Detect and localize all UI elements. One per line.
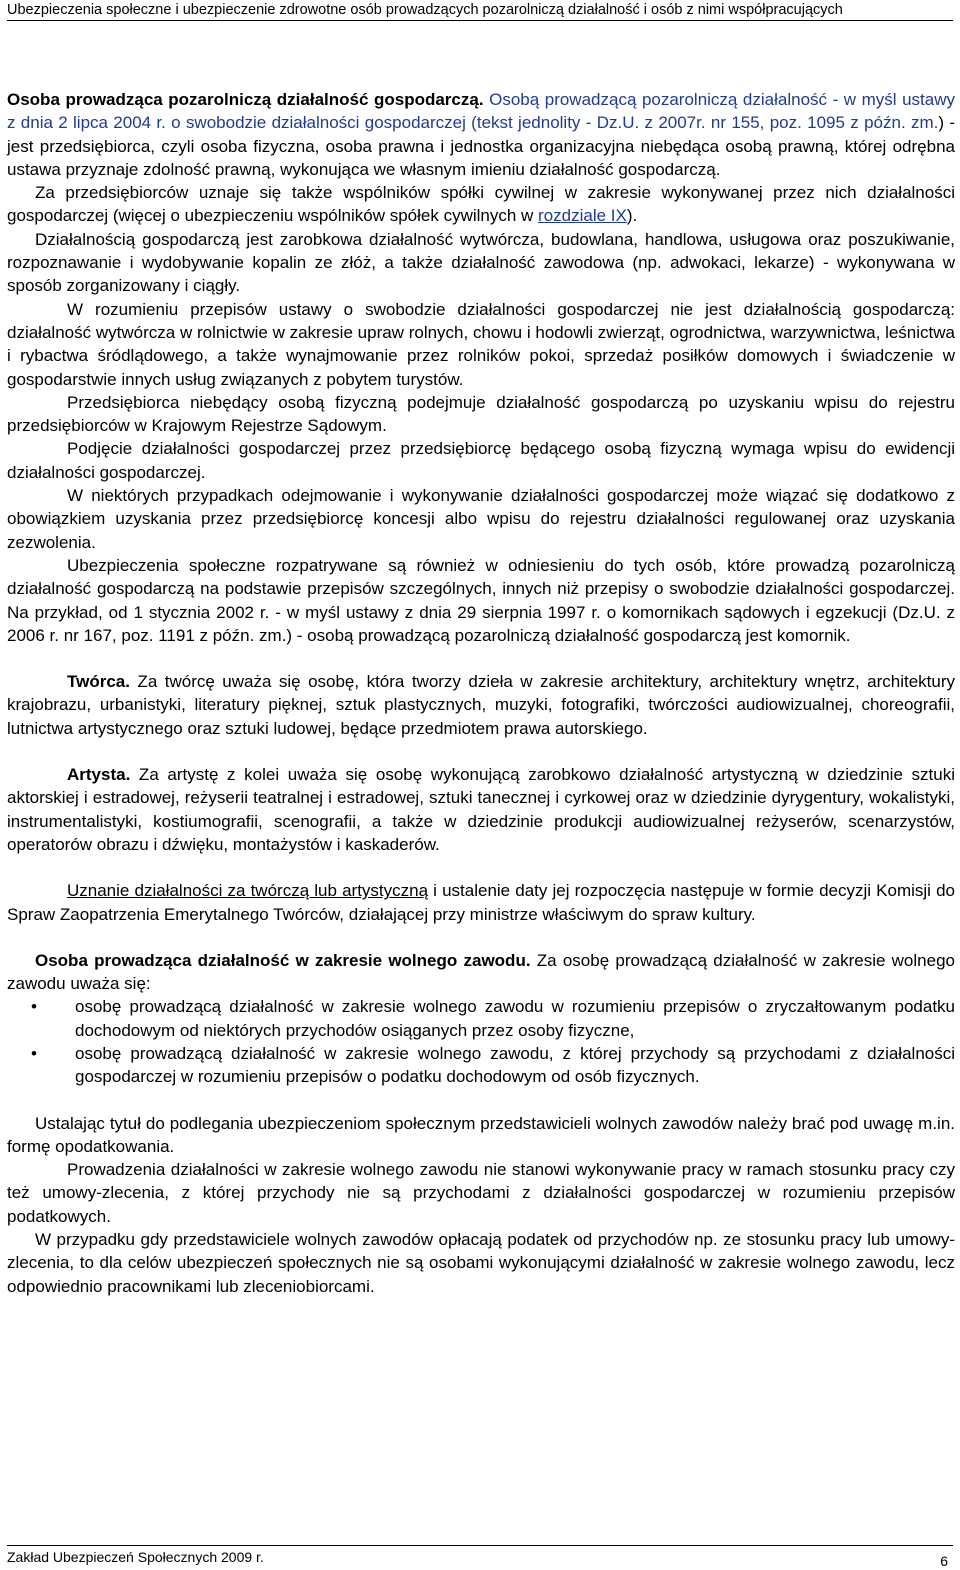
paragraph-recognition <box>7 879 955 926</box>
running-header-title: Ubezpieczenia społeczne i ubezpieczenie zdrowotne osób prowadzących pozarolniczą działalność i osób z nimi współpracujących <box>7 2 843 18</box>
term-free-profession: Osoba prowadząca działalność w zakresie wolnego zawodu. <box>35 950 531 970</box>
paragraph-krs: Przedsiębiorca niebędący osobą fizyczną podejmuje działalność gospodarczą po uzyskaniu wpisu do rejestru przedsiębiorców w Krajowym Rejestrze Sądowym. <box>7 392 955 436</box>
paragraph-not-economic: W rozumieniu przepisów ustawy o swobodzie działalności gospodarczej nie jest działalnością gospodarczą: działalność wytwórcza w rolnictwie w zakresie upraw rolnych, chowu i hodowli zwierząt, ogrodnictwa, warzywnictwa, leśnictwa i rybactwa śródlądowego, a także wynajmowanie przez rolników pokoi, sprzedaż posiłków domowych i świadczenie w gospodarstwie innych usług związanych z pobytem turystów. <box>7 299 955 389</box>
footer-divider <box>7 1545 953 1546</box>
paragraph-creator <box>7 670 955 740</box>
paragraph-free-profession <box>7 949 955 996</box>
bullet-icon: • <box>31 997 37 1017</box>
list-item <box>7 995 955 1042</box>
spacer <box>7 647 955 670</box>
chapter-ix-link[interactable]: rozdziale IX <box>538 206 627 226</box>
spacer <box>7 1089 955 1112</box>
list-item <box>7 1042 955 1089</box>
term-artist: Artysta. <box>67 765 131 785</box>
header-divider <box>7 20 953 21</box>
term-business-activity: Osoba prowadząca pozarolniczą działalność gospodarczą. <box>7 90 484 109</box>
paragraph-economic-activity: Działalnością gospodarczą jest zarobkowa działalność wytwórcza, budowlana, handlowa, usługowa oraz poszukiwanie, rozpoznawanie i wydobywanie kopalin ze złóż, a także działalność zawodowa (np. adwokaci, lekarze) - wykonywana w sposób zorganizowany i ciągły. <box>7 229 955 296</box>
definition-legal-basis: Osobą prowadzącą pozarolniczą działalność - w myśl ustawy z dnia 2 lipca 2004 r. o swobodzie działalności gospodarczej (tekst jednolity - Dz.U. z 2007r. nr 155, poz. 1095 z późn. zm. <box>7 90 955 133</box>
recognition-underlined: Uznanie działalności za twórczą lub artystyczną <box>67 881 429 901</box>
page-number: 6 <box>940 1553 948 1569</box>
recognition-text: i ustalenie daty jej rozpoczęcia następuje w formie decyzji Komisji do Spraw Zaopatrzenia Emerytalnego Twórców, działającej przy ministrze właściwym do spraw kultury. <box>7 881 955 924</box>
definition-paragraph-business <box>7 88 955 181</box>
free-profession-list <box>7 995 955 1088</box>
creator-text: Za twórcę uważa się osobę, która tworzy dzieła w zakresie architektury, architektury wnętrz, architektury krajobrazu, urbanistyki, literatury pięknej, sztuk plastycznych, muzyki, fotografiki, twórczości audiowizualnej, choreografii, lutnictwa artystycznego oraz sztuki ludowej, będące przedmiotem prawa autorskiego. <box>7 672 955 738</box>
spacer <box>7 740 955 763</box>
footer-publisher: Zakład Ubezpieczeń Społecznych 2009 r. <box>7 1549 264 1565</box>
list-item-text: osobę prowadzącą działalność w zakresie wolnego zawodu w rozumieniu przepisów o zryczałtowanym podatku dochodowym od niektórych przychodów osiąganych przez osoby fizyczne, <box>75 997 955 1040</box>
spacer <box>7 856 955 879</box>
running-header <box>7 0 953 19</box>
term-creator: Twórca. <box>67 672 130 692</box>
bullet-icon: • <box>31 1043 37 1063</box>
list-item-text: osobę prowadzącą działalność w zakresie wolnego zawodu, z której przychody są przychodami z działalności gospodarczej w rozumieniu przepisów o podatku dochodowym od osób fizycznych. <box>75 1043 955 1087</box>
paragraph-concession: W niektórych przypadkach odejmowanie i wykonywanie działalności gospodarczej może wiązać się dodatkowo z obowiązkiem uzyskania przez przedsiębiorcę koncesji albo wpisu do rejestru działalności regulowanej oraz uzyskania zezwolenia. <box>7 486 955 552</box>
paragraph-employment: Prowadzenia działalności w zakresie wolnego zawodu nie stanowi wykonywanie pracy w ramach stosunku pracy czy też umowy-zlecenia, z której przychody nie są przychodami z działalności gospodarczej w rozumieniu przepisów podatkowych. <box>7 1160 955 1226</box>
paragraph-artist <box>7 763 955 856</box>
paragraph-taxation: Ustalając tytuł do podlegania ubezpieczeniom społecznym przedstawicieli wolnych zawodów należy brać pod uwagę m.in. formę opodatkowania. <box>7 1113 955 1156</box>
paragraph-partners-text: Za przedsiębiorców uznaje się także wspólników spółki cywilnej w zakresie wykonywanej przez nich działalności gospodarczej (więcej o ubezpieczeniu wspólników spółek cywilnych w <box>7 183 955 226</box>
definition-text: ) - jest przedsiębiorca, czyli osoba fizyczna, osoba prawna i jednostka organizacyjna niebędąca osobą prawną, której odrębna ustawa przyznaje zdolność prawną, wykonująca we własnym imieniu działalność gospodarczą. <box>7 113 956 179</box>
paragraph-bailiff: Ubezpieczenia społeczne rozpatrywane są również w odniesieniu do tych osób, które prowadzą pozarolniczą działalność gospodarczą na podstawie przepisów szczególnych, innych niż przepisy o swobodzie działalności gospodarczej. Na przykład, od 1 stycznia 2002 r. - w myśl ustawy z dnia 29 sierpnia 1997 r. o komornikach sądowych i egzekucji (Dz.U. z 2006 r. nr 167, poz. 1191 z późn. zm.) - osobą prowadzącą pozarolniczą działalność gospodarczą jest komornik. <box>7 555 955 645</box>
document-body <box>7 88 955 1298</box>
paragraph-partners-end: ). <box>626 206 638 226</box>
paragraph-registration: Podjęcie działalności gospodarczej przez przedsiębiorcę będącego osobą fizyczną wymaga wpisu do ewidencji działalności gospodarczej. <box>7 439 955 482</box>
paragraph-partners <box>7 181 955 228</box>
free-profession-text: Za osobę prowadzącą działalność w zakresie wolnego zawodu uważa się: <box>7 950 955 994</box>
artist-text: Za artystę z kolei uważa się osobę wykonującą zarobkowo działalność artystyczną w dziedzinie sztuki aktorskiej i estradowej, reżyserii teatralnej i estradowej, sztuki tanecznej i cyrkowej oraz w dziedzinie dyrygentury, wokalistyki, instrumentalistyki, kostiumografii, scenografii, a także w dziedzinie produkcji audiowizualnej reżyserów, scenarzystów, operatorów obrazu i dźwięku, montażystów i kaskaderów. <box>7 765 955 854</box>
spacer <box>7 926 955 949</box>
paragraph-contractors: W przypadku gdy przedstawiciele wolnych zawodów opłacają podatek od przychodów np. ze stosunku pracy lub umowy-zlecenia, to dla celów ubezpieczeń społecznych nie są osobami wykonującymi działalność w zakresie wolnego zawodu, lecz odpowiednio pracownikami lub zleceniobiorcami. <box>7 1230 955 1296</box>
